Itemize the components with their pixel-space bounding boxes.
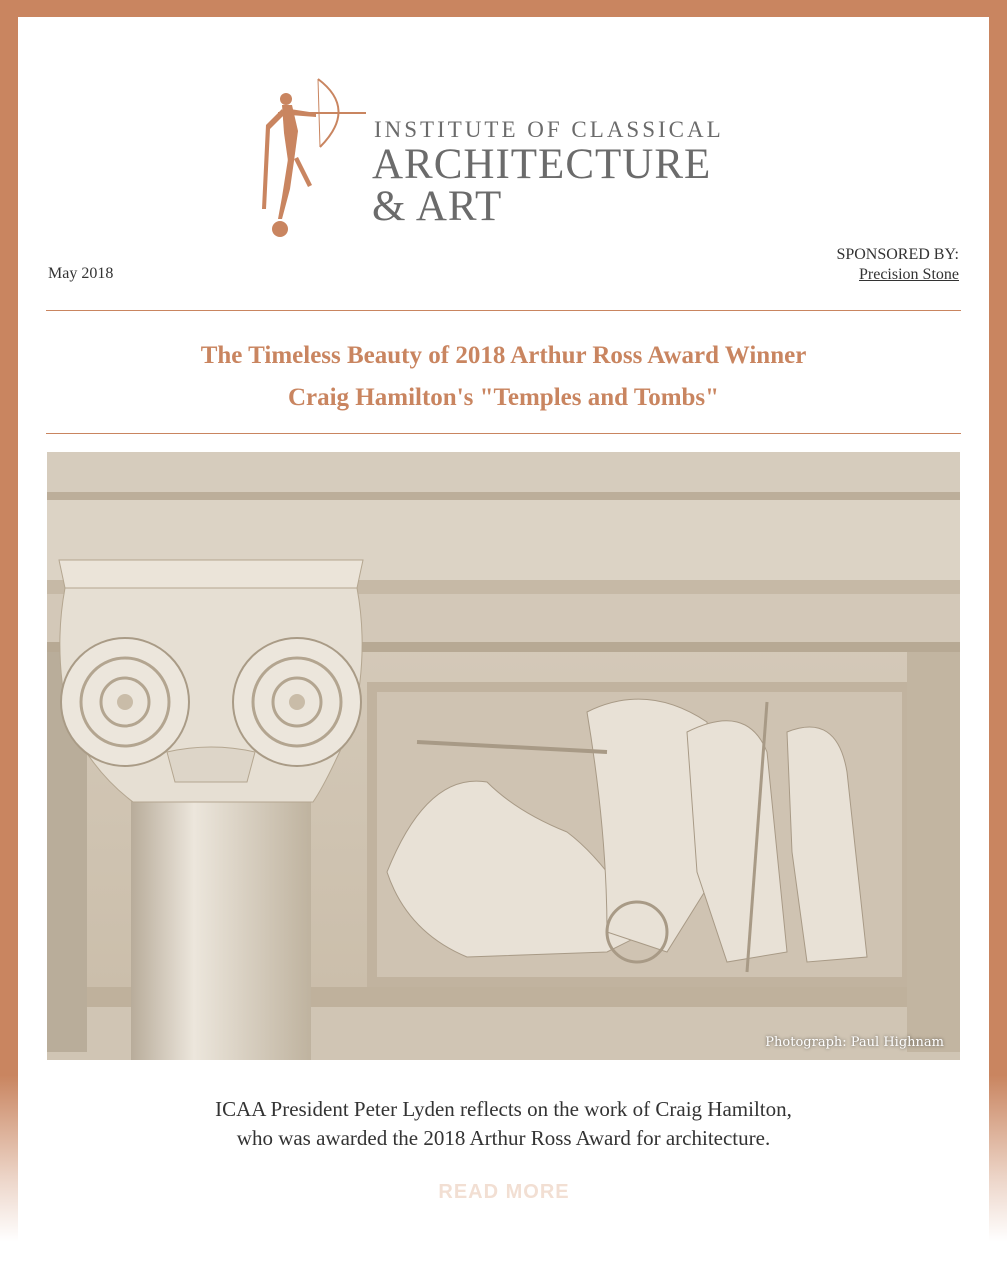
summary-line-1: ICAA President Peter Lyden reflects on the work of Craig Hamilton,: [215, 1097, 792, 1121]
divider-top: [46, 310, 961, 311]
logo-line-2: ARCHITECTURE: [372, 141, 712, 188]
logo-line-1: INSTITUTE OF CLASSICAL: [374, 117, 724, 142]
article-photo[interactable]: [47, 452, 960, 1060]
read-more-button[interactable]: READ MORE: [438, 1181, 570, 1203]
issue-date: May 2018: [48, 265, 114, 282]
frame-top-border: [0, 0, 1007, 17]
icaa-logo[interactable]: [248, 69, 788, 244]
frame-right-border: [989, 0, 1007, 1280]
sponsor-link[interactable]: Precision Stone: [859, 266, 959, 283]
sponsor-block: [836, 245, 959, 285]
sponsored-by-label: SPONSORED BY:: [836, 246, 959, 263]
newsletter-body: [18, 17, 989, 1280]
photo-credit: Photograph: Paul Highnam: [765, 1035, 944, 1050]
headline-line-2: Craig Hamilton's "Temples and Tombs": [287, 384, 720, 411]
archer-logo-icon: [248, 69, 368, 244]
frame-left-border: [0, 0, 18, 1280]
divider-bottom: [46, 433, 961, 434]
frieze-illustration: [47, 452, 960, 1060]
article-summary: [46, 1095, 961, 1153]
article-headline[interactable]: [46, 335, 961, 419]
summary-line-2: who was awarded the 2018 Arthur Ross Award for architecture.: [236, 1126, 771, 1150]
headline-line-1: The Timeless Beauty of 2018 Arthur Ross Award Winner: [200, 342, 807, 369]
logo-line-3: & ART: [372, 183, 503, 230]
